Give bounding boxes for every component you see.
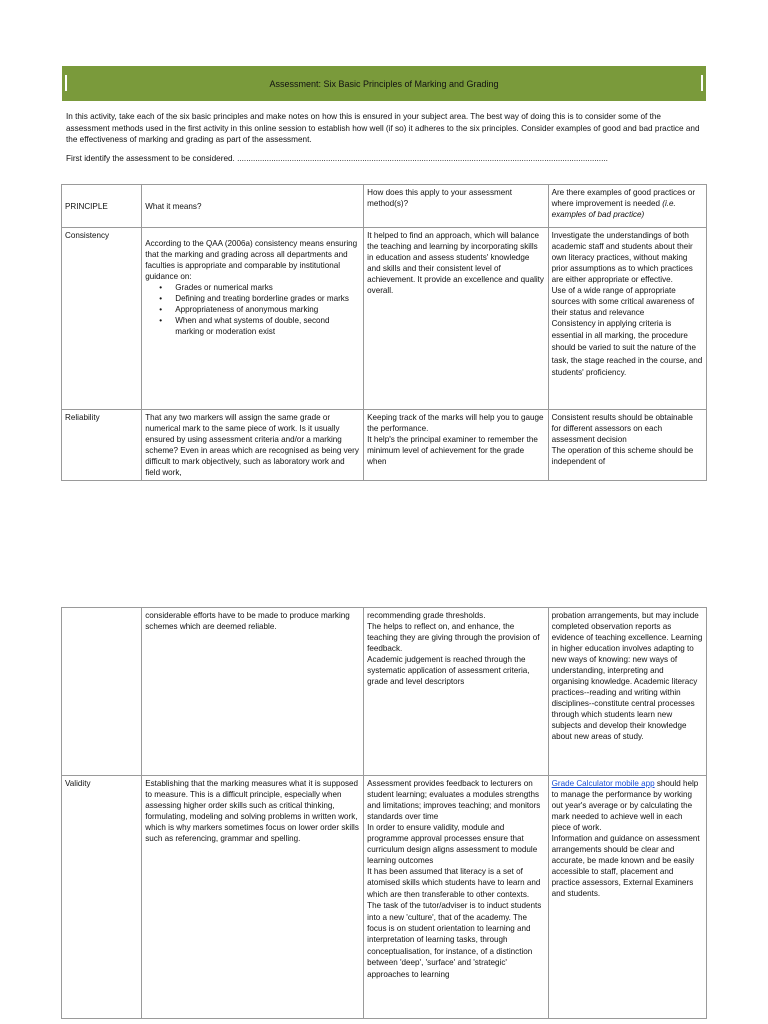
reliability-examples-p2: probation arrangements, but may include completed observation reports as evidence of teaching excellence. Learning in higher education involves adapting to new ways of knowing: new ways of understanding, interpreting and organising knowledge. Academic literacy practices--reading and writing within disciplines--constitute central processes through which students learn new subjects and develop their knowledge about new areas of study.	[548, 608, 706, 776]
banner-title: Assessment: Six Basic Principles of Marking and Grading	[269, 78, 499, 89]
row-validity	[62, 776, 707, 1019]
row-reliability-continued	[62, 608, 707, 776]
reliability-example-1: Consistent results should be obtainable for different assessors on each assessment decision	[551, 413, 693, 444]
validity-examples-p2: Information and guidance on assessment arrangements should be clear and accurate, be made known and be easily accessible to staff, placement and practice assessors, External Examiners and students.	[551, 834, 700, 898]
reliability-apply-p1	[364, 410, 548, 481]
validity-apply-3: It has been assumed that literacy is a set of atomised skills which students have to learn and which are then transferable to other contexts. The task of the tutor/adviser is to induct students into a new 'culture', that of the academy. The focus is on student orientation to learning and interpretation of learning tasks, through conceptualisation, for instance, of a distinction between 'deep', 'surface' and 'strategic' approaches to learning	[367, 867, 542, 979]
reliability-principle: Reliability	[62, 410, 142, 481]
principles-table-part1	[61, 184, 707, 481]
reliability-examples-p1	[548, 410, 706, 481]
validity-meaning: Establishing that the marking measures what it is supposed to measure. This is a difficult principle, especially when assessing higher order skills such as critical thinking, formulating, modeling and solving problems in written work, which is why markers sometimes focus on lower order skills such as referencing, grammar and spelling.	[142, 776, 364, 1019]
header-principle: PRINCIPLE	[62, 185, 142, 228]
reliability-meaning-p2: considerable efforts have to be made to produce marking schemes which are deemed reliable.	[142, 608, 364, 776]
validity-apply-2: In order to ensure validity, module and programme approval processes ensure that curriculum design aligns assessment to module learning outcomes	[367, 823, 538, 865]
consistency-meaning-intro: According to the QAA (2006a) consistency means ensuring that the marking and grading across all departments and faculties is appropriate and comparable by institutional guidance on:	[145, 239, 358, 281]
principles-table-part2	[61, 607, 707, 1019]
identify-assessment-line: First identify the assessment to be considered. ...................................................................................................................................................................	[66, 154, 608, 163]
intro-paragraph: In this activity, take each of the six basic principles and make notes on how this is ensured in your subject area. The best way of doing this is to consider some of the assessment methods used in the first activity in this online session to establish how well (if so) it adheres to the six principles. Consider examples of good and bad practice and the effectiveness of marking and grading as part of the assessment.	[66, 112, 700, 144]
consistency-apply: It helped to find an approach, which will balance the teaching and learning by incorporating skills in education and assess students' knowledge and skills and their consistent level of achievement. It provide an excellence and quality overall.	[364, 228, 548, 410]
consistency-example-2: Use of a wide range of appropriate sources with some critical awareness of their status and relevance	[551, 286, 695, 317]
consistency-example-3: Consistency in applying criteria is essential in all marking, the procedure should be varied to suit the nature of the task, the stage reached in the course, and students' proficiency.	[551, 319, 703, 377]
grade-calculator-link[interactable]: Grade Calculator mobile app	[551, 779, 655, 788]
consistency-example-1: Investigate the understandings of both academic staff and students about their own literacy practices, without making prior assumptions as to which practices are either appropriate or effective.	[551, 231, 693, 284]
reliability-principle-continued	[62, 608, 142, 776]
header-examples-italic: (i.e. examples of bad practice)	[551, 199, 676, 219]
validity-examples	[548, 776, 706, 1019]
reliability-apply-4: The helps to reflect on, and enhance, the teaching they are giving through the provision of feedback.	[367, 622, 540, 653]
validity-examples-after: should help to manage the performance by working out year's average or by calculating the mark needed to achieve well in each piece of work.	[551, 779, 699, 832]
header-apply: How does this apply to your assessment method(s)?	[364, 185, 548, 228]
consistency-examples	[548, 228, 706, 410]
list-item: • Appropriateness of anonymous marking	[175, 304, 360, 315]
row-consistency	[62, 228, 707, 410]
consistency-bullets	[145, 282, 360, 337]
validity-apply	[364, 776, 548, 1019]
list-item: • Defining and treating borderline grades or marks	[175, 293, 360, 304]
list-item: • Grades or numerical marks	[175, 282, 360, 293]
reliability-apply-2: It help's the principal examiner to remember the minimum level of achievement for the grade when	[367, 435, 538, 466]
validity-examples-p1	[552, 778, 703, 833]
list-item: • When and what systems of double, second marking or moderation exist	[175, 315, 360, 337]
reliability-apply-5: Academic judgement is reached through the systematic application of assessment criteria, grade and level descriptors	[367, 655, 530, 686]
header-examples-text: Are there examples of good practices or where improvement is needed	[551, 188, 696, 208]
validity-apply-1: Assessment provides feedback to lecturers on student learning; evaluates a modules strengths and limitations; improves teaching; and monitors standards over time	[367, 779, 541, 821]
header-meaning: What it means?	[142, 185, 364, 228]
validity-principle: Validity	[62, 776, 142, 1019]
banner-right-marker	[701, 75, 703, 91]
reliability-example-2: The operation of this scheme should be independent of	[551, 446, 694, 466]
reliability-apply-1: Keeping track of the marks will help you to gauge the performance.	[367, 413, 544, 433]
banner-left-marker	[65, 75, 67, 91]
row-reliability	[62, 410, 707, 481]
reliability-apply-p2	[364, 608, 548, 776]
header-row	[62, 185, 707, 228]
reliability-meaning-p1: That any two markers will assign the same grade or numerical mark to the same piece of work. Is it usually ensured by using assessment criteria and/or a marking scheme? Even in areas which are recognised as being very difficult to mark objectively, such as laboratory work and field work,	[142, 410, 364, 481]
consistency-principle: Consistency	[62, 228, 142, 410]
title-banner	[62, 66, 706, 101]
header-examples	[548, 185, 706, 228]
reliability-apply-3: recommending grade thresholds.	[367, 611, 486, 620]
consistency-meaning	[142, 228, 364, 410]
